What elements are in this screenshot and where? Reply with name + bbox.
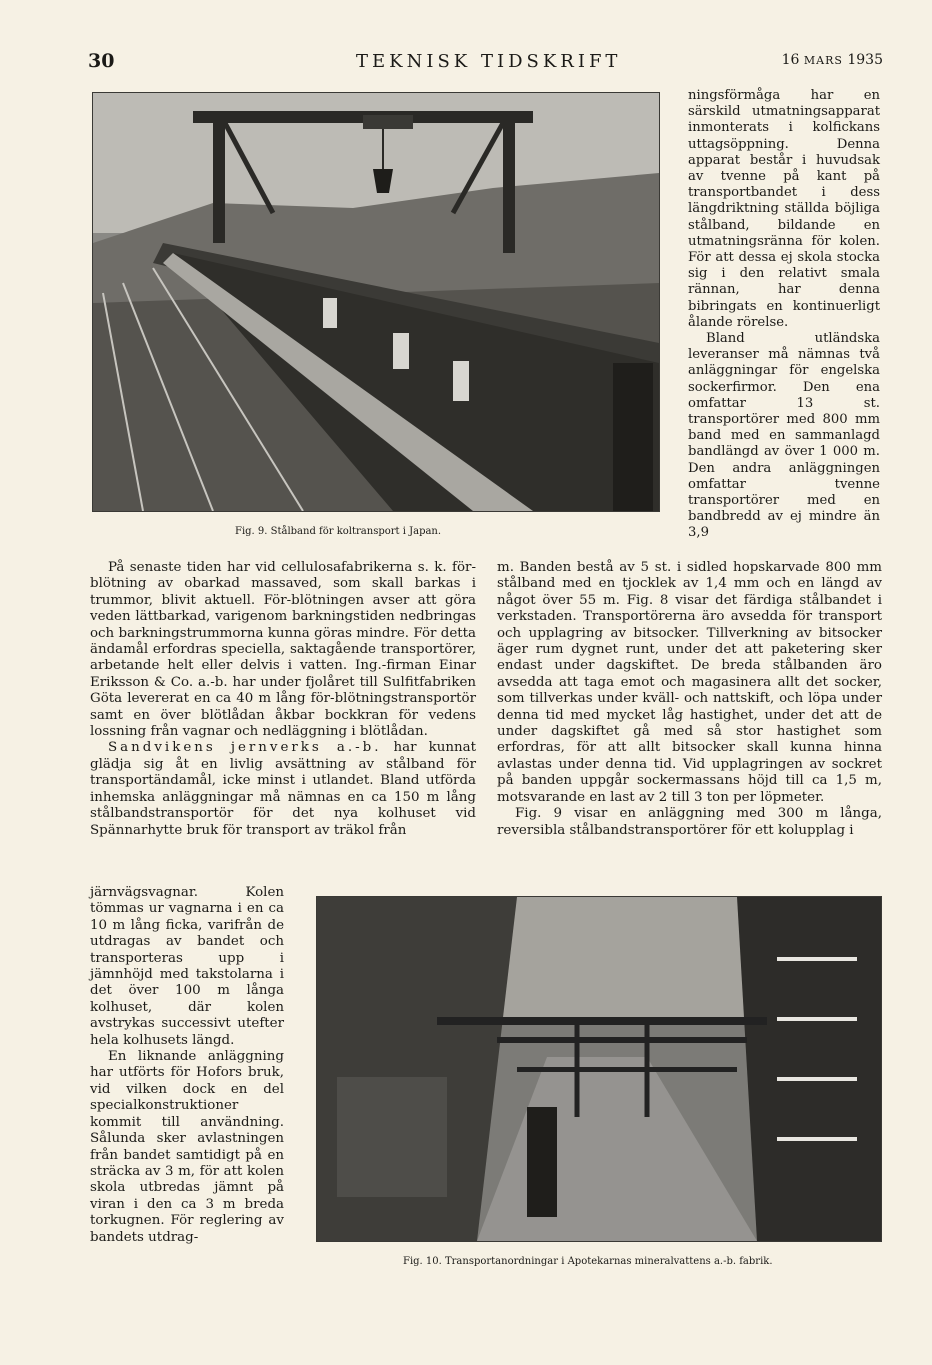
page-header <box>88 50 888 76</box>
figure-10-caption: Fig. 10. Transportanordningar i Apotekarnas mineralvattens a.-b. fabrik. <box>403 1256 773 1267</box>
figure-9-caption: Fig. 9. Stålband för koltransport i Japan. <box>235 526 442 537</box>
paragraph: m. Banden bestå av 5 st. i sidled hopskarvade 800 mm stålband med en tjocklek av 1,4 mm och en längd av något över 55 m. Fig. 8 visar det färdiga stålbandet i verkstaden. Transportörerna äro avsedda för transport och upplagring av bitsocker. Tillverkning av bitsocker äger rum dygnet runt, under det att paketering sker endast under dagskiftet. De breda stålbanden äro avsedda att taga emot och magasinera allt det socker, som tillverkas under kväll- och nattskift, och löpa under denna tid med mycket låg hastighet, under det att de under dagskiftet gå med så stor hastighet som erfordras, för att allt bitsocker skall kunna hinna avlastas under denna tid. Vid upplagringen av sockret på banden uppgår sockermassans höjd till ca 1,5 m, motsvarande en last av 2 till 3 ton per löpmeter. <box>497 560 882 805</box>
paragraph: En liknande anläggning har utförts för Hofors bruk, vid vilken dock en del specialkonstruktioner kommit till användning. Sålunda sker avlastningen från bandet samtidigt på en sträcka av 3 m, för att kolen skola utbredas jämnt på viran i den ca 3 m breda torkugnen. För reglering av bandets utdrag- <box>90 1049 284 1245</box>
factory-conveyor-illustration <box>317 897 881 1241</box>
paragraph: ningsförmåga har en särskild utmatningsapparat inmonterats i kolfickans uttagsöppning. Denna apparat består i huvudsak av tvenne på kant på transportbandet i dess längdriktning ställda böjliga stålband, bildande en utmatningsränna för kolen. För att dessa ej skola stocka sig i den relativt smala rännan, har denna bibringats en kontinuerligt ålande rörelse. <box>688 88 880 330</box>
paragraph: Fig. 9 visar en anläggning med 300 m långa, reversibla stålbandstransportörer för ett kolupplag i <box>497 806 882 838</box>
journal-title: TEKNISK TIDSKRIFT <box>356 51 622 72</box>
figure-10-photo <box>316 896 882 1242</box>
crane-conveyor-illustration <box>93 93 659 511</box>
paragraph: Sandvikens jernverks a.-b. har kunnat glädja sig åt en livlig avsättning av stålband för transportändamål, icke minst i utlandet. Bland utförda inhemska anläggningar må nämnas en ca 150 m lång stålbandstransportör för det nya kolhuset vid Spännarhytte bruk för transport av träkol från <box>90 740 476 838</box>
figure-9-photo <box>92 92 660 512</box>
issue-date: 16 MARS 1935 <box>781 52 883 68</box>
left-column-text <box>90 560 476 839</box>
paragraph: järnvägsvagnar. Kolen tömmas ur vagnarna i en ca 10 m lång ficka, varifrån de utdragas av bandet och transporteras upp i jämnhöjd med takstolarna i det över 100 m långa kolhuset, där kolen avstrykas successivt utefter hela kolhusets längd. <box>90 885 284 1048</box>
right-mid-text <box>497 560 882 839</box>
right-top-text <box>688 88 880 542</box>
paragraph: På senaste tiden har vid cellulosafabrikerna s. k. för-blötning av obarkad massaved, som skall barkas i trummor, blivit aktuell. För-blötningen avser att göra veden lättbarkad, varigenom barkningstiden nedbringas och barkningstrummorna kunna göras mindre. För detta ändamål erfordras speciella, saktagående transportörer, arbetande helt eller delvis i vatten. Ing.-firman Einar Eriksson & Co. a.-b. har under fjolåret till Sulfitfabriken Göta levererat en ca 40 m lång för-blötningstransportör samt en över blötlådan åkbar bockkran för vedens lossning från vagnar och nedläggning i blötlådan. <box>90 560 476 740</box>
paragraph: Bland utländska leveranser må nämnas två anläggningar för engelska sockerfirmor. Den ena omfattar 13 st. transportörer med 800 mm band med en sammanlagd bandlängd av över 1 000 m. Den andra anläggningen omfattar tvenne transportörer med en bandbredd av ej mindre än 3,9 <box>688 331 880 541</box>
page-number: 30 <box>88 50 115 72</box>
left-narrow-text <box>90 885 284 1246</box>
